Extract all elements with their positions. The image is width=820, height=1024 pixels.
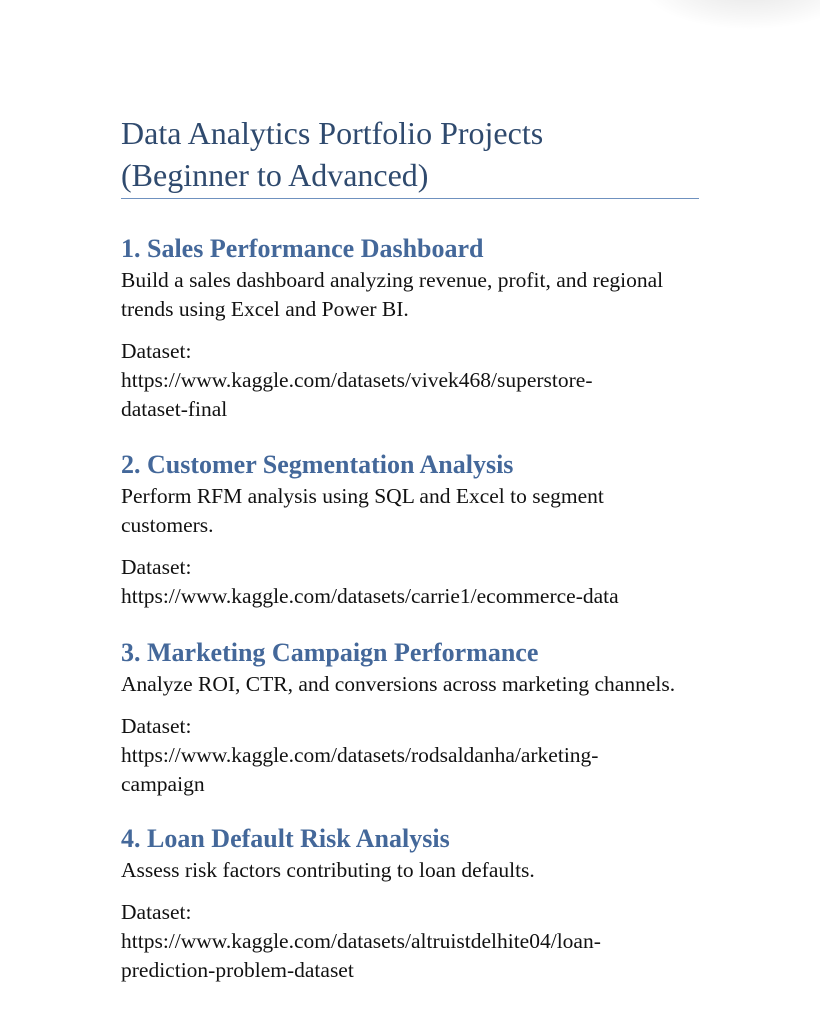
project-4-dataset: [121, 898, 701, 985]
project-2-dataset-label: Dataset:: [121, 555, 192, 579]
page-corner-shadow: [640, 0, 820, 30]
project-3-description: Analyze ROI, CTR, and conversions across marketing channels.: [121, 672, 676, 696]
project-4-dataset-url-line1: https://www.kaggle.com/datasets/altruistdelhite04/loan-: [121, 929, 601, 953]
project-3-dataset-url[interactable]: [121, 741, 701, 799]
project-3: [121, 636, 701, 799]
project-1-dataset-url-line1: https://www.kaggle.com/datasets/vivek468/superstore-: [121, 368, 593, 392]
project-2-dataset-url[interactable]: [121, 582, 701, 611]
document-title-line2: (Beginner to Advanced): [121, 157, 429, 193]
project-3-dataset-url-line1: https://www.kaggle.com/datasets/rodsaldanha/arketing-: [121, 743, 599, 767]
project-4-dataset-label: Dataset:: [121, 900, 192, 924]
project-4-title: 4. Loan Default Risk Analysis: [121, 824, 450, 853]
project-1-dataset-url-line2: dataset-final: [121, 397, 228, 421]
project-1-dataset-label: Dataset:: [121, 339, 192, 363]
project-1-title: 1. Sales Performance Dashboard: [121, 234, 484, 263]
project-4: [121, 822, 701, 985]
project-3-dataset-url-line2: campaign: [121, 772, 205, 796]
project-2-dataset: [121, 553, 701, 611]
project-1-dataset: [121, 337, 701, 424]
project-4-dataset-url[interactable]: [121, 927, 701, 985]
project-2: [121, 448, 701, 611]
document-title-line1: Data Analytics Portfolio Projects: [121, 115, 544, 151]
document-page: [121, 112, 701, 985]
project-2-dataset-url-line1: https://www.kaggle.com/datasets/carrie1/ecommerce-data: [121, 584, 619, 608]
project-4-dataset-url-line2: prediction-problem-dataset: [121, 958, 354, 982]
document-title: [121, 112, 699, 199]
project-2-description: Perform RFM analysis using SQL and Excel to segment customers.: [121, 484, 604, 537]
project-1-description: Build a sales dashboard analyzing revenue, profit, and regional trends using Excel and Power BI.: [121, 268, 664, 321]
project-3-dataset-label: Dataset:: [121, 714, 192, 738]
project-3-dataset: [121, 712, 701, 799]
project-4-description: Assess risk factors contributing to loan defaults.: [121, 858, 535, 882]
project-1-dataset-url[interactable]: [121, 366, 701, 424]
project-3-title: 3. Marketing Campaign Performance: [121, 638, 539, 667]
project-1: [121, 232, 701, 424]
project-2-title: 2. Customer Segmentation Analysis: [121, 450, 514, 479]
